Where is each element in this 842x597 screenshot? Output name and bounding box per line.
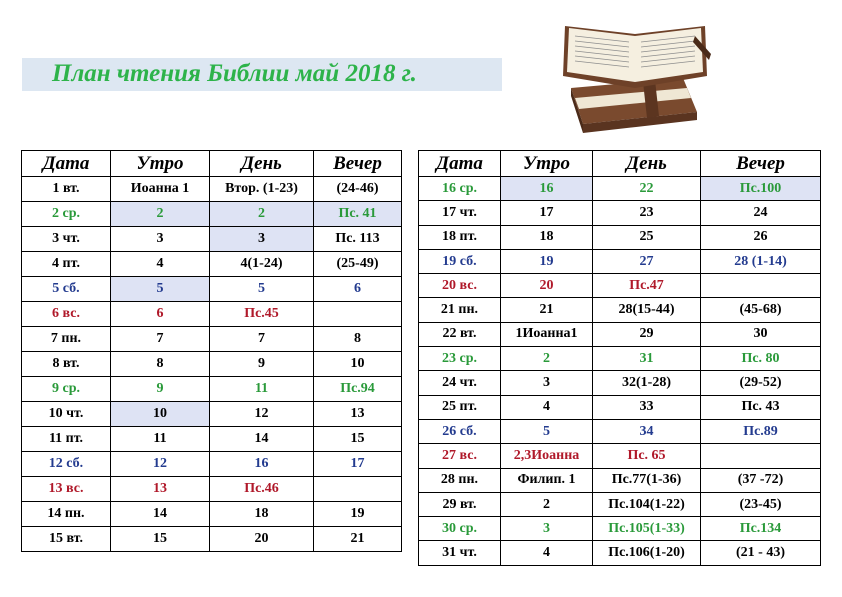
evening-reading-cell: 13 [314, 402, 402, 427]
day-reading-cell: Пс.45 [210, 302, 314, 327]
table-row [419, 419, 821, 443]
day-reading-cell: Втор. (1-23) [210, 177, 314, 202]
table-row [22, 227, 402, 252]
day-reading-cell: 31 [593, 347, 701, 371]
table-body-left [22, 177, 402, 552]
morning-reading-cell: 14 [111, 502, 210, 527]
header-morning: Утро [111, 151, 210, 177]
date-cell: 9 ср. [22, 377, 111, 402]
morning-reading-cell: 2 [111, 202, 210, 227]
morning-reading-cell: Филип. 1 [501, 468, 593, 492]
morning-reading-cell: 18 [501, 225, 593, 249]
day-reading-cell: 28(15-44) [593, 298, 701, 322]
evening-reading-cell: (23-45) [701, 492, 821, 516]
morning-reading-cell: 16 [501, 177, 593, 201]
day-reading-cell: 25 [593, 225, 701, 249]
morning-reading-cell: 21 [501, 298, 593, 322]
morning-reading-cell: 5 [501, 419, 593, 443]
morning-reading-cell: 7 [111, 327, 210, 352]
day-reading-cell: 14 [210, 427, 314, 452]
date-cell: 6 вс. [22, 302, 111, 327]
header-day: День [593, 151, 701, 177]
morning-reading-cell: 2 [501, 492, 593, 516]
open-book-icon [555, 16, 715, 134]
date-cell: 15 вт. [22, 527, 111, 552]
page-title: План чтения Библии май 2018 г. [52, 60, 417, 87]
table-row [22, 177, 402, 202]
table-row [419, 541, 821, 565]
table-row [22, 277, 402, 302]
morning-reading-cell: 4 [501, 541, 593, 565]
header-morning: Утро [501, 151, 593, 177]
day-reading-cell: 33 [593, 395, 701, 419]
evening-reading-cell: 28 (1-14) [701, 249, 821, 273]
table-row [22, 202, 402, 227]
table-row [22, 327, 402, 352]
date-cell: 26 сб. [419, 419, 501, 443]
evening-reading-cell [701, 444, 821, 468]
date-cell: 31 чт. [419, 541, 501, 565]
header-day: День [210, 151, 314, 177]
evening-reading-cell: 15 [314, 427, 402, 452]
table-row [22, 527, 402, 552]
header-date: Дата [22, 151, 111, 177]
date-cell: 21 пн. [419, 298, 501, 322]
date-cell: 13 вс. [22, 477, 111, 502]
morning-reading-cell: 3 [111, 227, 210, 252]
table-row [419, 225, 821, 249]
evening-reading-cell: Пс.89 [701, 419, 821, 443]
evening-reading-cell: Пс.100 [701, 177, 821, 201]
table-header-row [419, 151, 821, 177]
table-row [22, 427, 402, 452]
day-reading-cell: 20 [210, 527, 314, 552]
day-reading-cell: Пс.47 [593, 274, 701, 298]
day-reading-cell: 23 [593, 201, 701, 225]
day-reading-cell: Пс.46 [210, 477, 314, 502]
morning-reading-cell: 2,3Иоанна [501, 444, 593, 468]
table-row [22, 452, 402, 477]
date-cell: 25 пт. [419, 395, 501, 419]
date-cell: 19 сб. [419, 249, 501, 273]
day-reading-cell: 2 [210, 202, 314, 227]
table-row [22, 502, 402, 527]
date-cell: 17 чт. [419, 201, 501, 225]
date-cell: 16 ср. [419, 177, 501, 201]
date-cell: 24 чт. [419, 371, 501, 395]
evening-reading-cell [314, 477, 402, 502]
table-row [419, 201, 821, 225]
morning-reading-cell: 5 [111, 277, 210, 302]
evening-reading-cell [701, 274, 821, 298]
day-reading-cell: 22 [593, 177, 701, 201]
date-cell: 29 вт. [419, 492, 501, 516]
date-cell: 7 пн. [22, 327, 111, 352]
morning-reading-cell: 6 [111, 302, 210, 327]
date-cell: 4 пт. [22, 252, 111, 277]
table-body-right [419, 177, 821, 566]
table-row [419, 274, 821, 298]
evening-reading-cell [314, 302, 402, 327]
date-cell: 3 чт. [22, 227, 111, 252]
table-row [419, 298, 821, 322]
evening-reading-cell: (37 -72) [701, 468, 821, 492]
header-evening: Вечер [701, 151, 821, 177]
day-reading-cell: 3 [210, 227, 314, 252]
header-evening: Вечер [314, 151, 402, 177]
evening-reading-cell: 8 [314, 327, 402, 352]
table-row [22, 377, 402, 402]
day-reading-cell: 12 [210, 402, 314, 427]
evening-reading-cell: (25-49) [314, 252, 402, 277]
evening-reading-cell: (24-46) [314, 177, 402, 202]
day-reading-cell: 9 [210, 352, 314, 377]
date-cell: 5 сб. [22, 277, 111, 302]
table-row [419, 371, 821, 395]
evening-reading-cell: Пс.94 [314, 377, 402, 402]
morning-reading-cell: Иоанна 1 [111, 177, 210, 202]
date-cell: 23 ср. [419, 347, 501, 371]
reading-plan-table-right [418, 150, 821, 566]
table-row [419, 177, 821, 201]
morning-reading-cell: 11 [111, 427, 210, 452]
table-row [22, 477, 402, 502]
morning-reading-cell: 12 [111, 452, 210, 477]
morning-reading-cell: 3 [501, 371, 593, 395]
morning-reading-cell: 4 [501, 395, 593, 419]
evening-reading-cell: 10 [314, 352, 402, 377]
morning-reading-cell: 8 [111, 352, 210, 377]
date-cell: 27 вс. [419, 444, 501, 468]
date-cell: 12 сб. [22, 452, 111, 477]
day-reading-cell: 5 [210, 277, 314, 302]
evening-reading-cell: 24 [701, 201, 821, 225]
table-row [22, 352, 402, 377]
evening-reading-cell: 21 [314, 527, 402, 552]
evening-reading-cell: Пс.134 [701, 517, 821, 541]
evening-reading-cell: (29-52) [701, 371, 821, 395]
table-row [419, 517, 821, 541]
morning-reading-cell: 17 [501, 201, 593, 225]
day-reading-cell: 16 [210, 452, 314, 477]
morning-reading-cell: 4 [111, 252, 210, 277]
day-reading-cell: Пс. 65 [593, 444, 701, 468]
evening-reading-cell: Пс. 41 [314, 202, 402, 227]
day-reading-cell: 4(1-24) [210, 252, 314, 277]
evening-reading-cell: 26 [701, 225, 821, 249]
date-cell: 18 пт. [419, 225, 501, 249]
morning-reading-cell: 19 [501, 249, 593, 273]
evening-reading-cell: (45-68) [701, 298, 821, 322]
table-row [419, 492, 821, 516]
date-cell: 11 пт. [22, 427, 111, 452]
evening-reading-cell: 30 [701, 322, 821, 346]
date-cell: 10 чт. [22, 402, 111, 427]
title-banner [22, 58, 502, 91]
evening-reading-cell: 17 [314, 452, 402, 477]
day-reading-cell: 29 [593, 322, 701, 346]
table-row [22, 402, 402, 427]
day-reading-cell: 11 [210, 377, 314, 402]
morning-reading-cell: 15 [111, 527, 210, 552]
day-reading-cell: 18 [210, 502, 314, 527]
date-cell: 30 ср. [419, 517, 501, 541]
morning-reading-cell: 13 [111, 477, 210, 502]
evening-reading-cell: 6 [314, 277, 402, 302]
date-cell: 14 пн. [22, 502, 111, 527]
date-cell: 20 вс. [419, 274, 501, 298]
evening-reading-cell: Пс. 80 [701, 347, 821, 371]
day-reading-cell: Пс.106(1-20) [593, 541, 701, 565]
date-cell: 8 вт. [22, 352, 111, 377]
table-row [419, 444, 821, 468]
table-row [419, 322, 821, 346]
date-cell: 2 ср. [22, 202, 111, 227]
morning-reading-cell: 1Иоанна1 [501, 322, 593, 346]
table-header-row [22, 151, 402, 177]
evening-reading-cell: (21 - 43) [701, 541, 821, 565]
evening-reading-cell: Пс. 113 [314, 227, 402, 252]
morning-reading-cell: 3 [501, 517, 593, 541]
table-row [22, 302, 402, 327]
day-reading-cell: 32(1-28) [593, 371, 701, 395]
table-row [419, 395, 821, 419]
table-row [22, 252, 402, 277]
table-row [419, 249, 821, 273]
reading-plan-table-left [21, 150, 402, 552]
table-row [419, 347, 821, 371]
morning-reading-cell: 20 [501, 274, 593, 298]
morning-reading-cell: 2 [501, 347, 593, 371]
day-reading-cell: 34 [593, 419, 701, 443]
date-cell: 1 вт. [22, 177, 111, 202]
day-reading-cell: Пс.77(1-36) [593, 468, 701, 492]
evening-reading-cell: 19 [314, 502, 402, 527]
morning-reading-cell: 9 [111, 377, 210, 402]
evening-reading-cell: Пс. 43 [701, 395, 821, 419]
table-row [419, 468, 821, 492]
day-reading-cell: 7 [210, 327, 314, 352]
date-cell: 22 вт. [419, 322, 501, 346]
day-reading-cell: 27 [593, 249, 701, 273]
header-date: Дата [419, 151, 501, 177]
morning-reading-cell: 10 [111, 402, 210, 427]
day-reading-cell: Пс.104(1-22) [593, 492, 701, 516]
date-cell: 28 пн. [419, 468, 501, 492]
day-reading-cell: Пс.105(1-33) [593, 517, 701, 541]
